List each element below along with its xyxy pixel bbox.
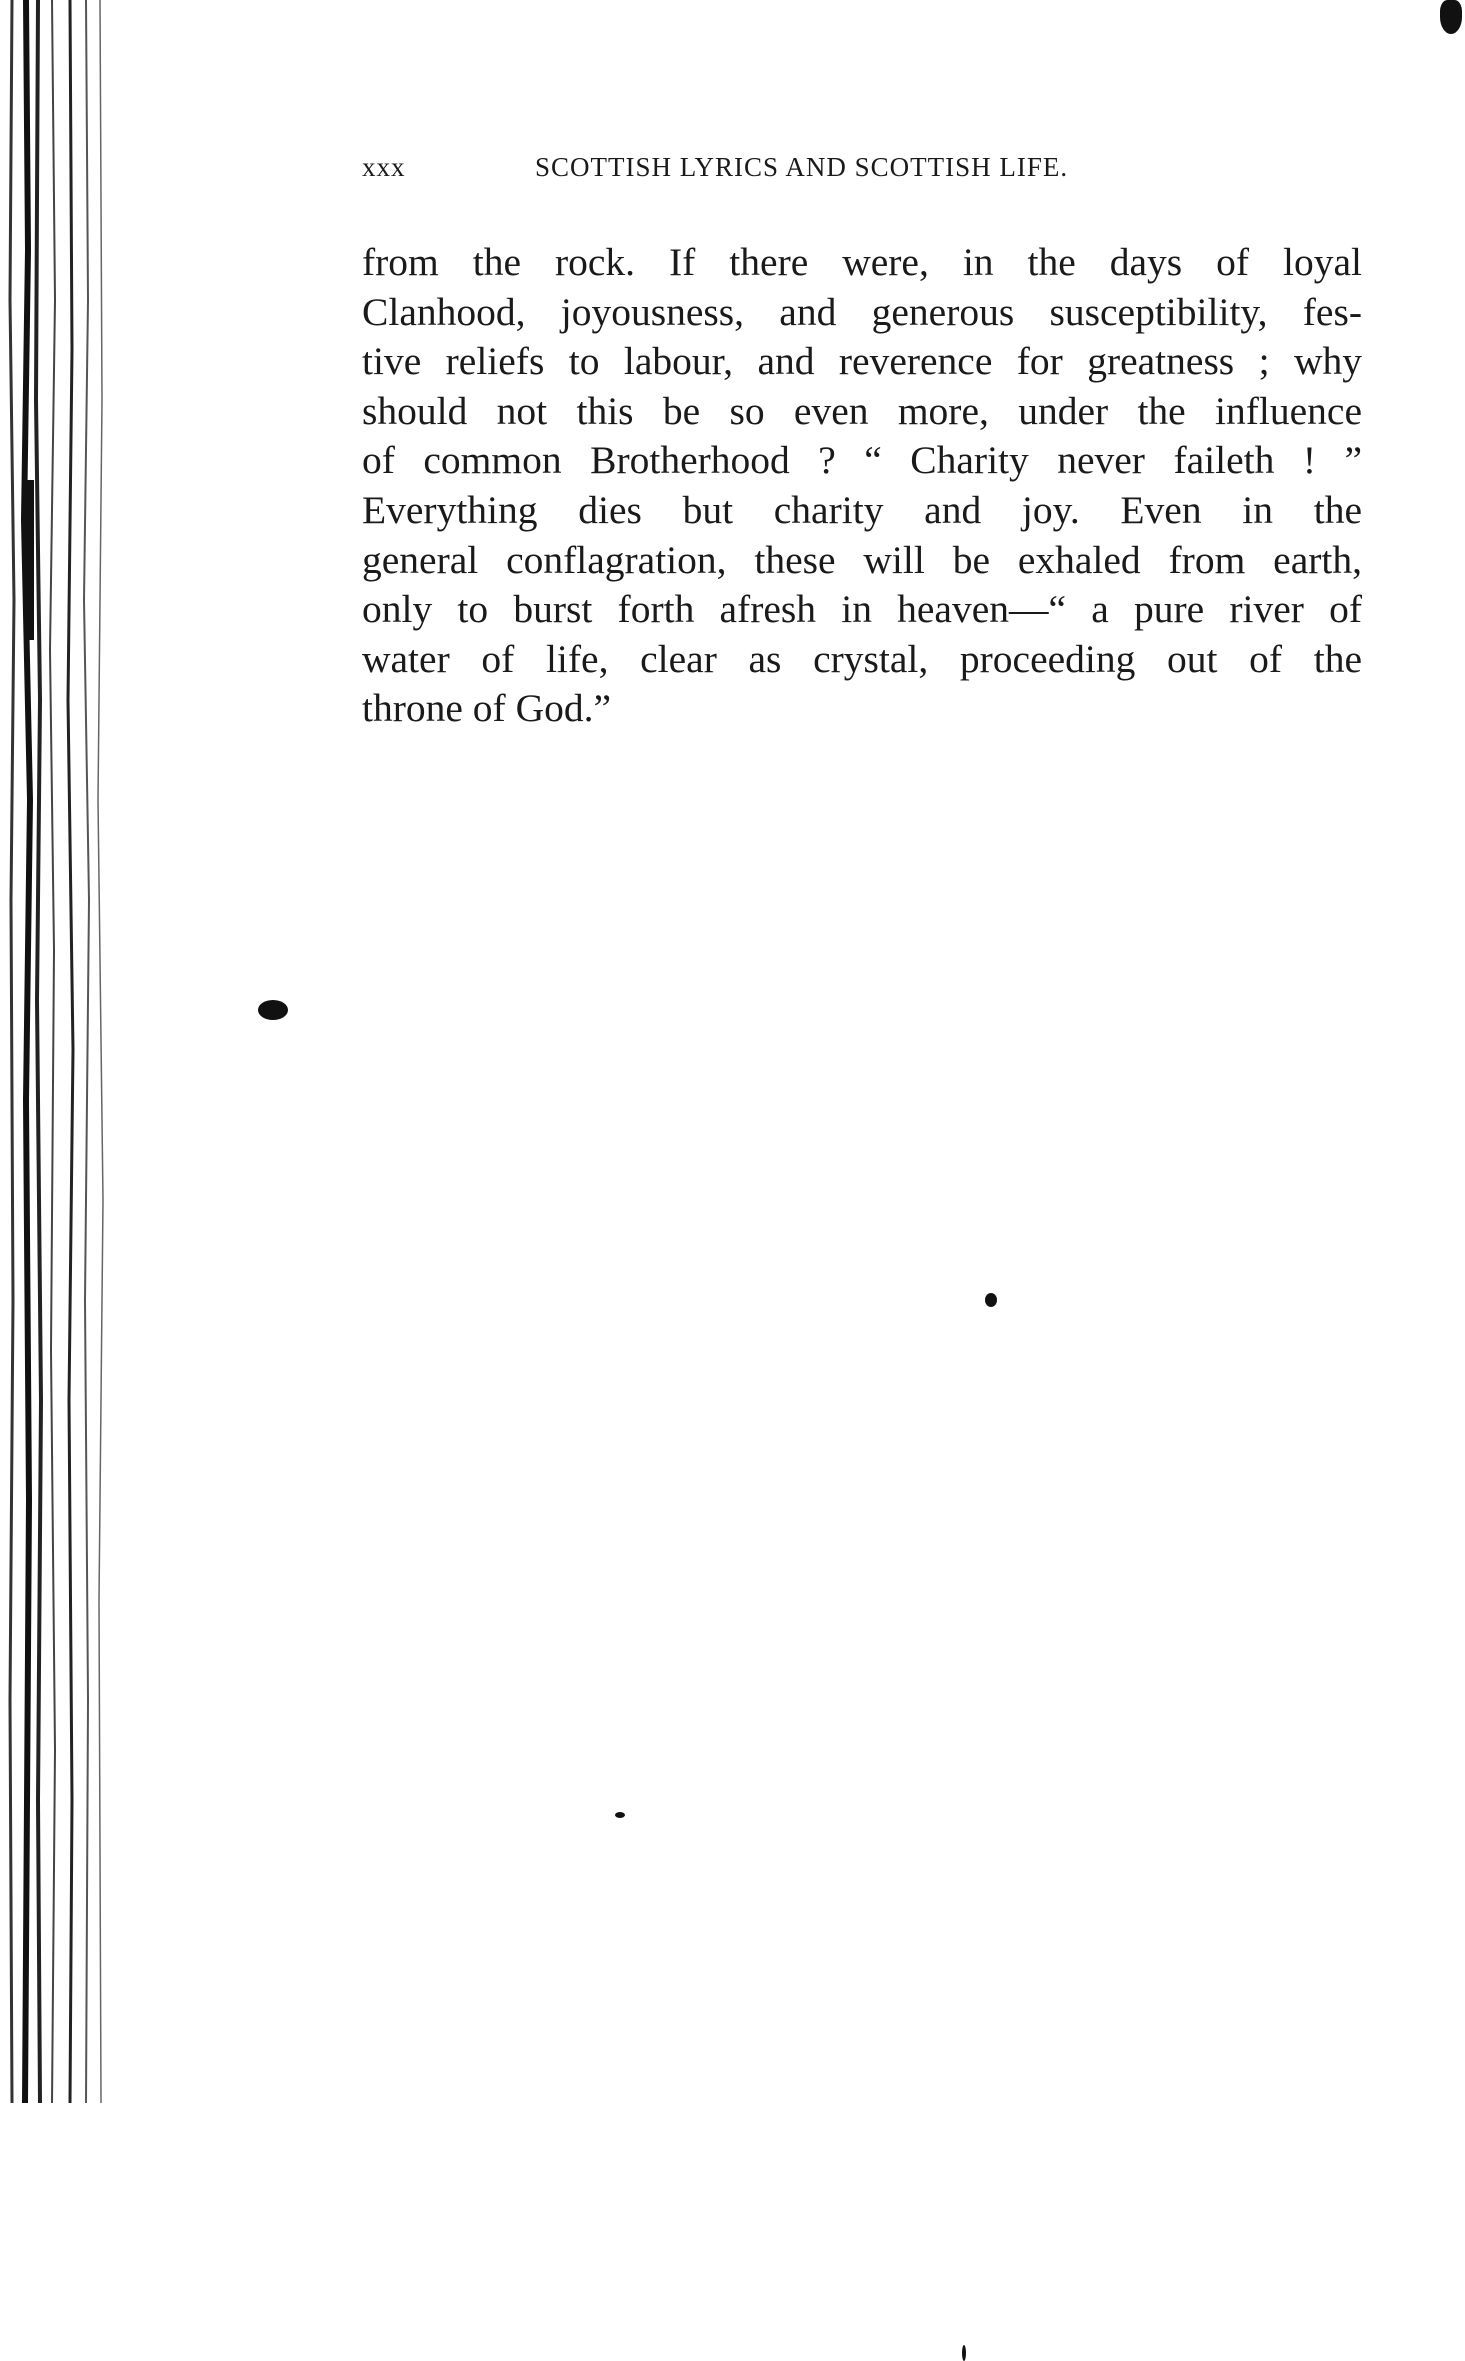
text-line: of common Brotherhood ? “ Charity never faileth ! ” <box>362 438 1362 483</box>
ink-speck <box>985 1293 997 1307</box>
text-line: only to burst forth afresh in heaven—“ a pure river of <box>362 587 1362 632</box>
text-line: Everything dies but charity and joy. Even in the <box>362 487 1362 532</box>
text-line: from the rock. If there were, in the days of loyal <box>362 240 1362 284</box>
body-paragraph <box>362 238 1362 734</box>
text-line: throne of God.” <box>362 686 611 731</box>
text-line: tive reliefs to labour, and reverence for greatness ; why <box>362 339 1362 384</box>
ink-speck <box>962 2345 966 2361</box>
book-binding-edge <box>0 0 120 2103</box>
text-line: water of life, clear as crystal, proceeding out of the <box>362 636 1362 681</box>
ink-speck <box>615 1812 625 1818</box>
corner-ink-mark <box>1440 0 1462 34</box>
page-number: xxx <box>362 152 406 182</box>
text-line: Clanhood, joyousness, and generous susceptibility, fes- <box>362 289 1362 334</box>
running-title: SCOTTISH LYRICS AND SCOTTISH LIFE. <box>535 152 1069 182</box>
running-head <box>362 152 1362 192</box>
ink-blot <box>258 1000 288 1020</box>
text-line: general conflagration, these will be exhaled from earth, <box>362 537 1362 582</box>
text-line: should not this be so even more, under the influence <box>362 388 1362 433</box>
